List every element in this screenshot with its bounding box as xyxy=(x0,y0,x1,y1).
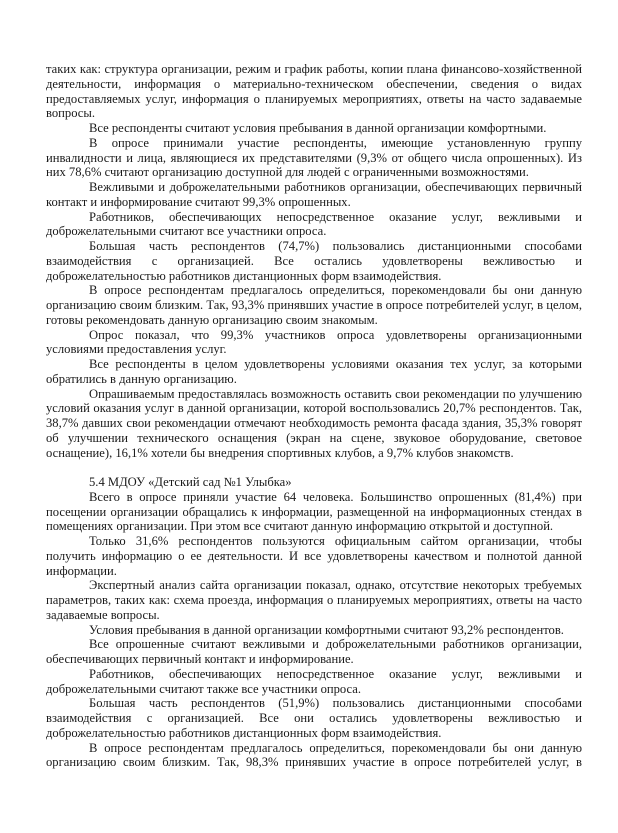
section-heading: 5.4 МДОУ «Детский сад №1 Улыбка» xyxy=(89,475,292,489)
paragraph: В опросе респондентам предлагалось определиться, порекомендовали бы они данную организацию своим близким. Так, 93,3% принявших участие в опросе потребителей услуг, в целом, готовы рекомендовать данную организацию своим знакомым. xyxy=(46,283,582,327)
paragraph: таких как: структура организации, режим и график работы, копии плана финансово-хозяйственной деятельности, информация о материально-техническом обеспечении, сведения о видах предоставляемых услуг, информация о планируемых мероприятиях, ответы на часто задаваемые вопросы. xyxy=(46,62,582,121)
paragraph: В опросе принимали участие респонденты, имеющие установленную группу инвалидности и лица, являющиеся их представителями (9,3% от общего числа опрошенных). Из них 78,6% считают организацию доступной для людей с ограниченными возможностями. xyxy=(46,135,582,180)
paragraph: Все респонденты считают условия пребывания в данной организации комфортными. xyxy=(89,121,547,135)
paragraph: Большая часть респондентов (74,7%) пользовались дистанционными способами взаимодействия с организацией. Все остались удовлетворены вежливостью и доброжелательностью работников дистанционных форм взаимодействия. xyxy=(46,239,582,283)
paragraph: Всего в опросе приняли участие 64 человека. Большинство опрошенных (81,4%) при посещении организации обращались к информации, размещенной на информационных стендах в помещениях организации. При этом все считают данную информацию открытой и доступной. xyxy=(46,489,582,534)
document-page xyxy=(46,62,582,770)
paragraph: Условия пребывания в данной организации комфортными считают 93,2% респондентов. xyxy=(89,622,564,637)
paragraph: Только 31,6% респондентов пользуются официальным сайтом организации, чтобы получить информацию о ее деятельности. И все удовлетворены качеством и полнотой данной информации. xyxy=(46,534,582,578)
paragraph: Работников, обеспечивающих непосредственное оказание услуг, вежливыми и доброжелательными считают все участники опроса. xyxy=(46,209,582,239)
paragraph: Все опрошенные считают вежливыми и доброжелательными работников организации, обеспечивающих первичный контакт и информирование. xyxy=(46,637,582,666)
paragraph: Работников, обеспечивающих непосредственное оказание услуг, вежливыми и доброжелательными считают также все участники опроса. xyxy=(46,666,582,696)
paragraph: Экспертный анализ сайта организации показал, однако, отсутствие некоторых требуемых параметров, таких как: схема проезда, информация о планируемых мероприятиях, ответы на часто задаваемые вопросы. xyxy=(46,578,582,622)
paragraph: Большая часть респондентов (51,9%) пользовались дистанционными способами взаимодействия с организацией. Все они остались удовлетворены вежливостью и доброжелательностью работников дистанционных форм взаимодействия. xyxy=(46,696,582,740)
paragraph: Опрашиваемым предоставлялась возможность оставить свои рекомендации по улучшению условий оказания услуг в данной организации, которой воспользовались 20,7% респондентов. Так, 38,7% давших свои рекомендации отмечают необходимость ремонта фасада здания, 35,3% говорят об улучшении технического оснащения (экран на сцене, звуковое оборудование, световое оснащение), 16,1% хотели бы внедрения спортивных клубов, а 9,7% клубов знакомств. xyxy=(46,386,582,460)
paragraph: Вежливыми и доброжелательными работников организации, обеспечивающих первичный контакт и информирование считают 99,3% опрошенных. xyxy=(46,180,582,209)
paragraph: Опрос показал, что 99,3% участников опроса удовлетворены организационными условиями предоставления услуг. xyxy=(46,327,582,357)
paragraph: В опросе респондентам предлагалось определиться, порекомендовали бы они данную организацию своим близким. Так, 98,3% принявших участие в опросе потребителей услуг, в xyxy=(46,740,582,770)
section-spacer xyxy=(46,460,582,475)
paragraph: Все респонденты в целом удовлетворены условиями оказания тех услуг, за которыми обратились в данную организацию. xyxy=(46,357,582,386)
